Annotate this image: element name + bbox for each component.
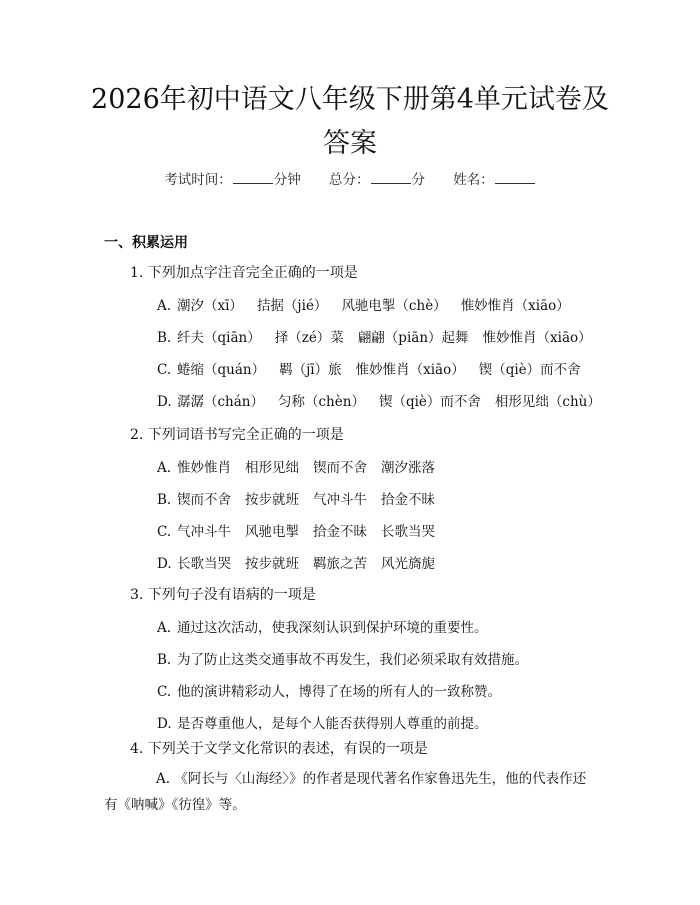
option-text: 风驰电掣（chè） (341, 298, 447, 314)
option-text: 择（zé）菜 (274, 330, 344, 346)
score-blank[interactable] (371, 169, 411, 184)
option-label: B. (157, 652, 172, 668)
option-label: C. (157, 362, 172, 378)
question-stem: 2. 下列词语书写完全正确的一项是 (130, 427, 344, 443)
option-text: 锲（qiè）而不舍 (478, 362, 581, 378)
score-label: 总分： (329, 172, 370, 188)
option-text: 按步就班 (245, 492, 299, 508)
question-stem: 4. 下列关于文学文化常识的表述，有误的一项是 (130, 741, 428, 757)
option-text: 长歌当哭 (177, 556, 231, 572)
option-text: 羁旅之苦 (313, 556, 367, 572)
question-option[interactable] (157, 488, 449, 508)
option-label: D. (157, 556, 172, 572)
q4-option-a: A. 《阿长与〈山海经〉》的作者是现代著名作家鲁迅先生，他的代表作还有《呐喊》《彷徨》等。 (104, 771, 587, 813)
question-option[interactable] (157, 294, 584, 314)
option-text: 通过这次活动，使我深刻认识到保护环境的重要性。 (177, 620, 488, 636)
option-text: 为了防止这类交通事故不再发生，我们必须采取有效措施。 (177, 652, 528, 668)
option-text: 风驰电掣 (245, 524, 299, 540)
score-unit: 分 (411, 172, 425, 188)
option-label: A. (157, 298, 172, 314)
option-text: 惟妙惟肖（xiāo） (482, 330, 592, 346)
option-text: 气冲斗牛 (313, 492, 367, 508)
option-text: 锲而不舍 (313, 460, 367, 476)
option-text: 惟妙惟肖（xiāo） (355, 362, 465, 378)
option-text: 气冲斗牛 (177, 524, 231, 540)
question-stem: 3. 下列句子没有语病的一项是 (130, 587, 316, 603)
option-text: 按步就班 (245, 556, 299, 572)
option-label: C. (157, 684, 172, 700)
option-text: 他的演讲精彩动人，博得了在场的所有人的一致称赞。 (177, 684, 501, 700)
option-text: 羁（jī）旅 (279, 362, 342, 378)
question-option[interactable] (157, 616, 502, 636)
section-heading: 一、积累运用 (104, 235, 188, 251)
option-text: 惟妙惟肖 (177, 460, 231, 476)
option-text: 拾金不昧 (381, 492, 435, 508)
question-option[interactable] (157, 648, 542, 668)
question-option[interactable] (157, 552, 449, 572)
option-text: 纤夫（qiān） (177, 330, 261, 346)
option-text: 相形见绌（chù） (494, 394, 601, 410)
name-label: 姓名： (453, 172, 494, 188)
time-blank[interactable] (233, 169, 273, 184)
option-text: 长歌当哭 (381, 524, 435, 540)
option-text: 相形见绌 (245, 460, 299, 476)
option-text: 匀称（chèn） (278, 394, 365, 410)
option-label: D. (157, 716, 172, 732)
exam-meta (0, 168, 700, 188)
question-option[interactable] (157, 712, 502, 732)
score-field (329, 172, 429, 188)
option-text: 惟妙惟肖（xiāo） (460, 298, 570, 314)
time-unit: 分钟 (273, 172, 301, 188)
option-label: B. (157, 330, 172, 346)
question-option[interactable] (157, 358, 595, 378)
time-label: 考试时间： (164, 172, 232, 188)
name-blank[interactable] (495, 169, 535, 184)
option-text: 潮汐涨落 (381, 460, 435, 476)
name-field (453, 172, 536, 188)
option-label: C. (157, 524, 172, 540)
option-text: 潮汐（xī） (177, 298, 243, 314)
option-text: 拮据（jié） (256, 298, 328, 314)
option-text: 锲而不舍 (177, 492, 231, 508)
option-label: A. (157, 460, 172, 476)
option-text: 拾金不昧 (313, 524, 367, 540)
option-label: D. (157, 394, 172, 410)
question-option[interactable] (157, 520, 449, 540)
option-text: 风光旖旎 (381, 556, 435, 572)
question-option[interactable] (157, 456, 449, 476)
option-text: 潺潺（chán） (177, 394, 264, 410)
option-text: 翩翩（piān）起舞 (357, 330, 469, 346)
time-field (164, 172, 305, 188)
question-option[interactable] (157, 326, 606, 346)
question-option[interactable] (157, 680, 515, 700)
question-option[interactable] (157, 390, 615, 410)
option-text: 是否尊重他人，是每个人能否获得别人尊重的前提。 (177, 716, 488, 732)
question-stem: 1. 下列加点字注音完全正确的一项是 (130, 265, 358, 281)
page-title: 2026年初中语文八年级下册第4单元试卷及答案 (91, 84, 609, 159)
option-text: 蜷缩（quán） (177, 362, 266, 378)
option-label: A. (157, 620, 172, 636)
option-label: B. (157, 492, 172, 508)
option-text: 锲（qiè）而不舍 (378, 394, 481, 410)
